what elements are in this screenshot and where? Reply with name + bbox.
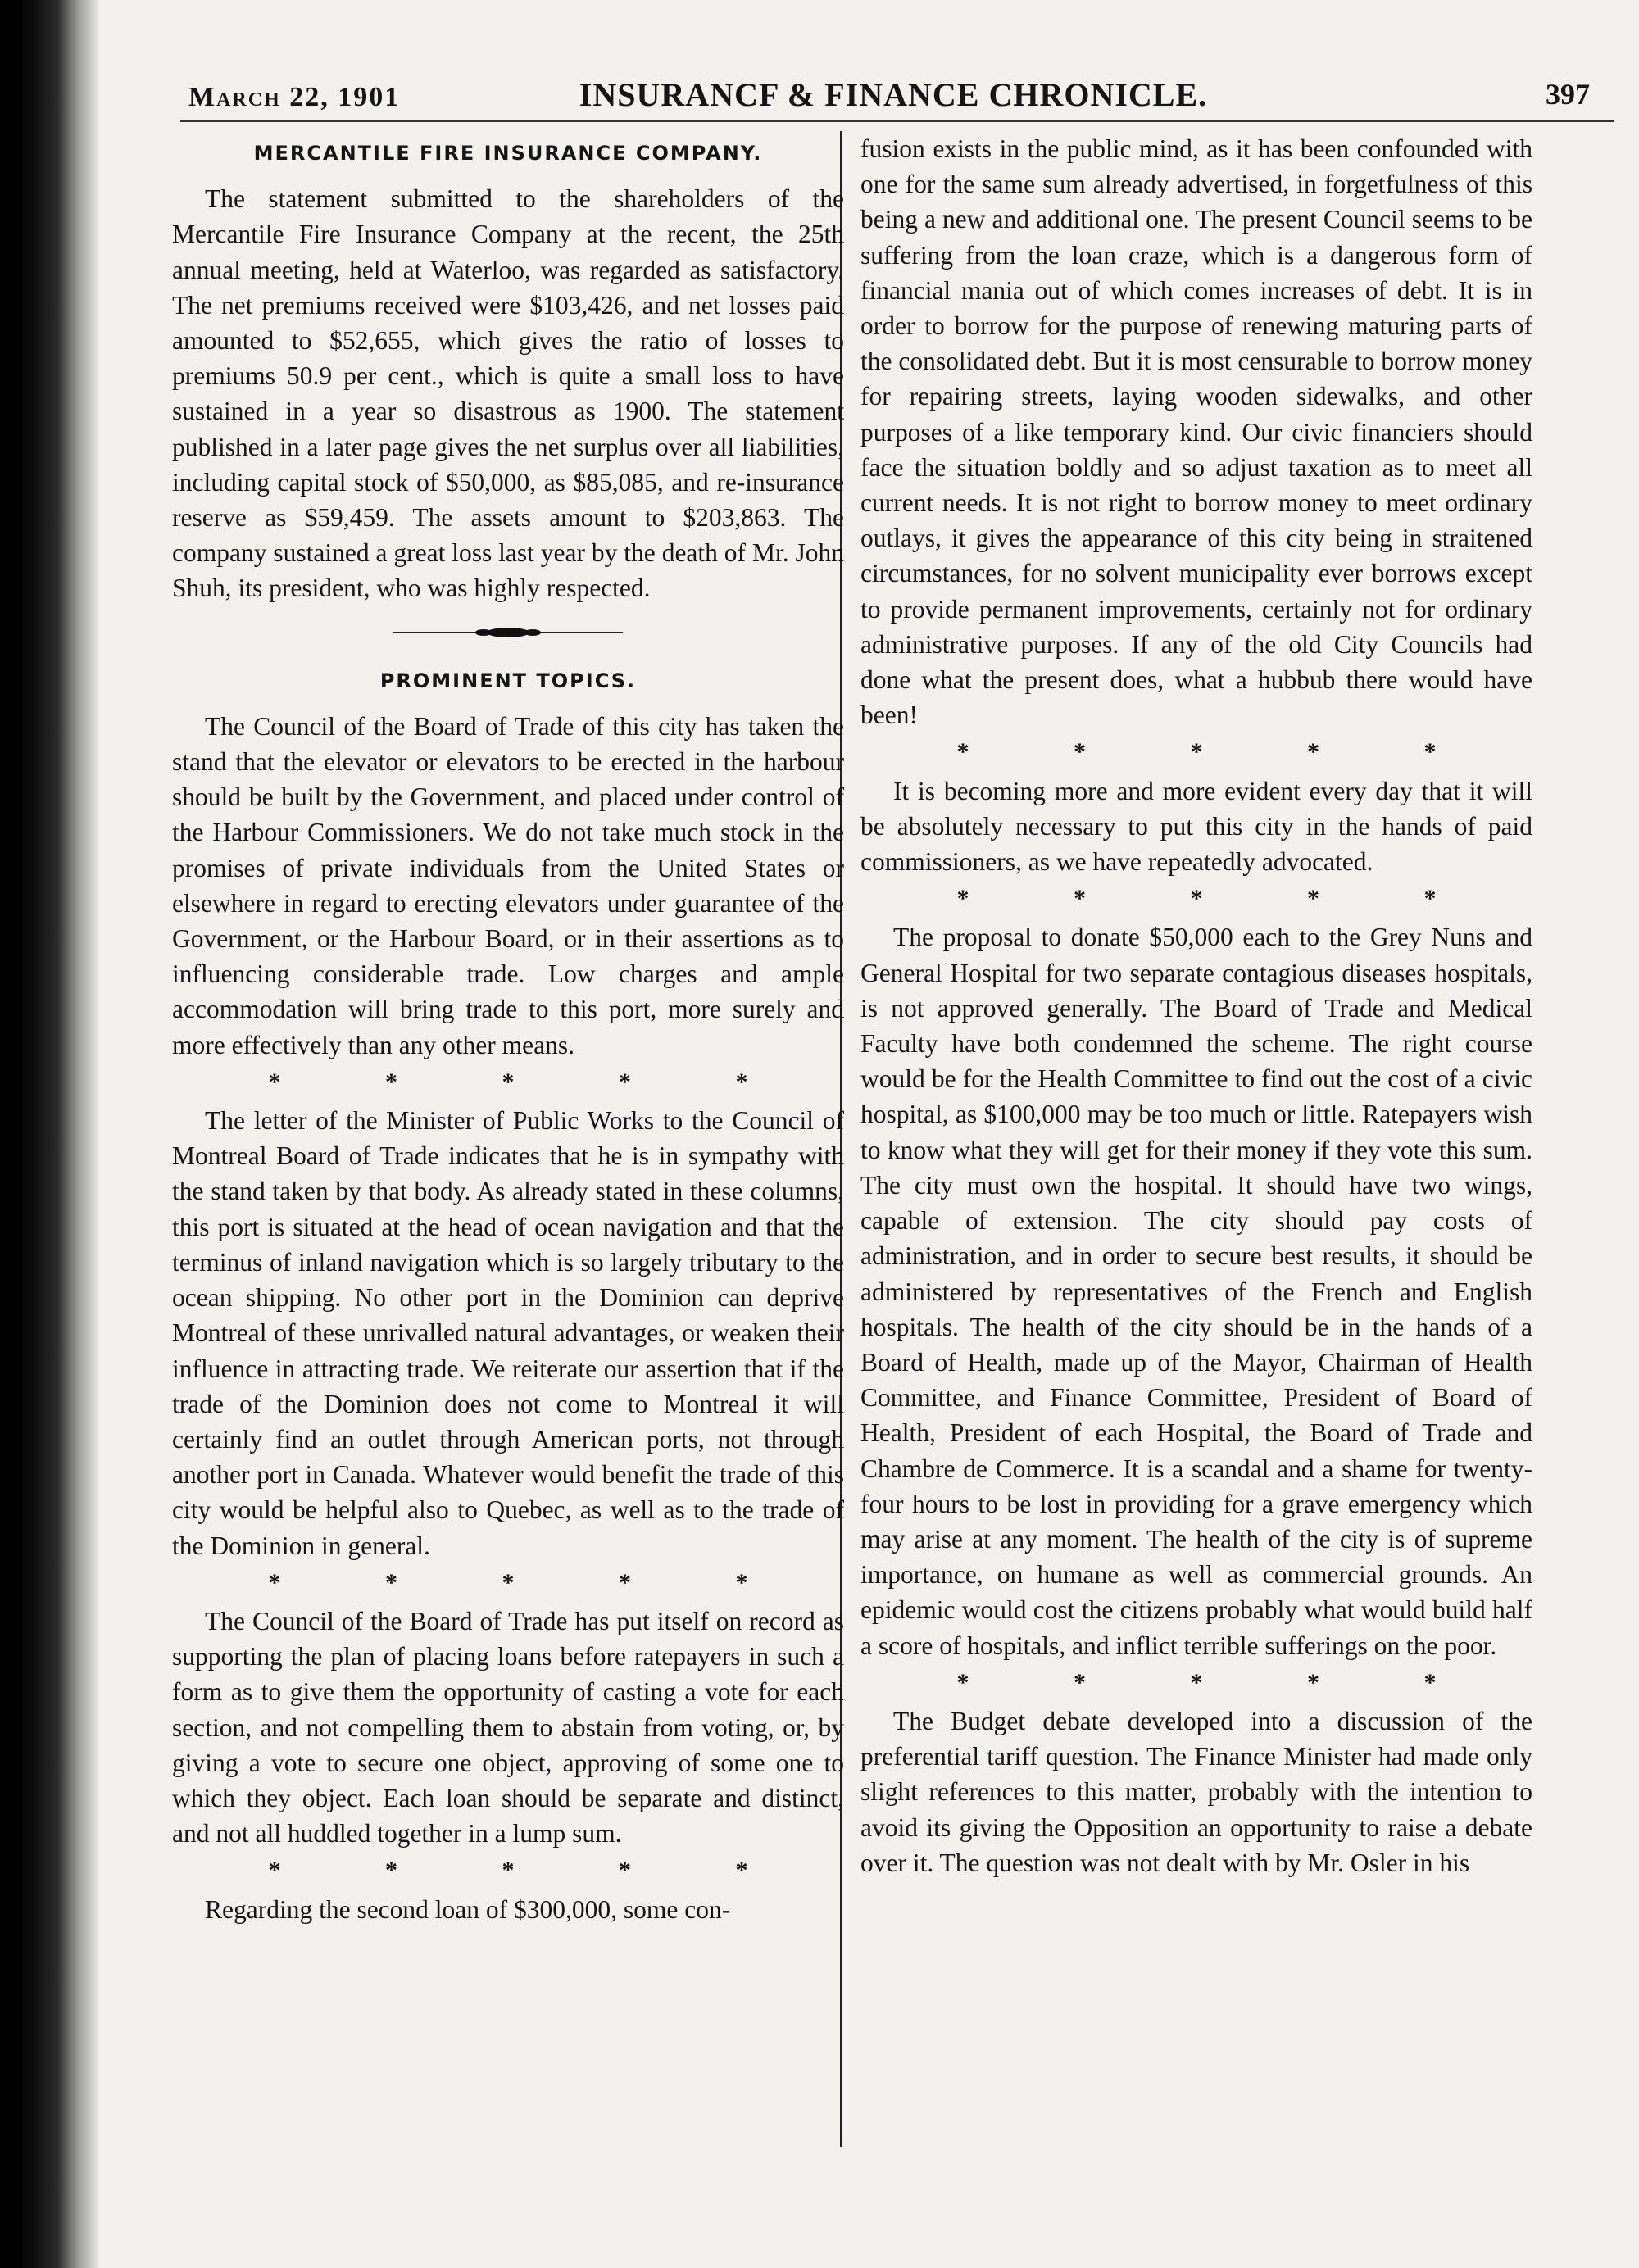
separator-stars: * * * * * [956,1668,1486,1696]
topics-heading: PROMINENT TOPICS. [379,669,637,692]
separator-stars: * * * * * [956,885,1486,913]
topic-commissioners: It is becoming more and more evident every day that it will be absolutely necessary to put this city in the hands of paid commissioners, as we have repeatedly advocated. [860,776,1532,877]
page-number: 397 [1546,78,1590,111]
topic-elevators: The Council of the Board of Trade of this city has taken the stand that the elevator or elevators to be erected in the harbour should be built by the Government, and placed under control of the Harbour Commissioners. We do not take much stock in the promises of private individuals from the United States or elsewhere in regard to erecting elevators under guarantee of the Government, or the Harbour Board, or in their assertions as to influencing considerable trade. Low charges and ample accommodation will bring trade to this port, more surely and more effectively than any other means. [172,711,844,1059]
binding-edge [0,0,23,2268]
right-column [860,131,1532,1880]
header-title: INSURANCF & FINANCE CHRONICLE. [579,76,1208,113]
separator-stars: * * * * * [268,1568,797,1596]
topic-loans-vote: The Council of the Board of Trade has put itself on record as supporting the plan of placing loans before ratepayers in such a form as to give them the opportunity of casting a vote for each section, and not compelling them to abstain from voting, or, by giving a vote to secure one object, approving of some one to which they object. Each loan should be separate and distinct, and not all huddled together in a lump sum. [172,1606,844,1848]
header-rule [180,120,1614,122]
mercantile-paragraph: The statement submitted to the shareholders of the Mercantile Fire Insurance Company at the recent, the 25th annual meeting, held at Waterloo, was regarded as satisfactory. The net premiums received were $103,426, and net losses paid amounted to $52,655, which gives the ratio of losses to premiums 50.9 per cent., which is quite a small loss to have sustained in a year so disastrous as 1900. The statement published in a later page gives the net surplus over all liabilities, including capital stock of $50,000, as $85,085, and re-insurance reserve as $59,459. The assets amount to $203,863. The company sustained a great loss last year by the death of Mr. John Shuh, its president, who was highly respected. [172,184,844,603]
topic-minister-letter: The letter of the Minister of Public Works to the Council of Montreal Board of Trade indicates that he is in sympathy with the stand taken by that body. As already stated in these columns, this port is situated at the head of ocean navigation and that the terminus of inland navigation which is so largely tributary to the ocean shipping. No other port in the Dominion can deprive Montreal of these unrivalled natural advantages, or weaken their influence in attracting trade. We reiterate our assertion that if the trade of the Dominion does not come to Montreal it will certainly find an outlet through American ports, not through another port in Canada. Whatever would benefit the trade of this city would be helpful also to Quebec, as well as to the trade of the Dominion in general. [172,1106,844,1560]
separator-stars: * * * * * [956,738,1486,766]
header-date: March 22, 1901 [188,82,401,112]
page-content [90,0,1639,2268]
topic-budget-debate: The Budget debate developed into a discussion of the preferential tariff question. The Finance Minister had made only slight references to this matter, probably with the intention to avoid its giving the Opposition an opportunity to raise a debate over it. The question was not dealt with by Mr. Osler in his [860,1706,1532,1877]
topic-hospitals: The proposal to donate $50,000 each to the Grey Nuns and General Hospital for two separate contagious diseases hospitals, is not approved generally. The Board of Trade and Medical Faculty have both condemned the scheme. The right course would be for the Health Committee to find out the cost of a civic hospital, as $100,000 may be too much or little. Ratepayers wish to know what they will get for their money if they vote this sum. The city must own the hospital. It should have two wings, capable of extension. The city should pay costs of administration, and in order to secure best results, it should be administered by representatives of the French and English hospitals. The health of the city should be in the hands of a Board of Health, made up of the Mayor, Chairman of Health Committee, and Finance Committee, President of Board of Health, President of each Hospital, the Board of Trade and Chambre de Commerce. It is a scandal and a shame for twenty-four hours to be lost in providing for a grave emergency which may arise at any moment. The health of the city is of supreme importance, on humane as well as commercial grounds. An epidemic would cost the citizens probably what would build half a score of hospitals, and inflict terrible sufferings on the poor. [860,923,1532,1660]
ornament-divider [393,624,623,641]
running-header [188,72,1590,121]
topic-second-loan-start: Regarding the second loan of $300,000, some con- [205,1894,731,1924]
separator-stars: * * * * * [268,1068,797,1095]
mercantile-heading: MERCANTILE FIRE INSURANCE COMPANY. [253,142,763,165]
separator-stars: * * * * * [268,1857,797,1885]
topic-second-loan-cont: fusion exists in the public mind, as it has been confounded with one for the same sum already advertised, in forgetfulness of this being a new and additional one. The present Council seems to be suffering from the loan craze, which is a dangerous form of financial mania out of which comes increases of debt. It is in order to borrow for the purpose of renewing maturing parts of the consolidated debt. But it is most censurable to borrow money for repairing streets, laying wooden sidewalks, and other purposes of a like temporary kind. Our civic financiers should face the situation boldly and so adjust taxation as to meet all current needs. It is not right to borrow money to meet ordinary outlays, it gives the appearance of this city being in straitened circumstances, for no solvent municipality ever borrows except to provide permanent improvements, certainly not for ordinary administrative purposes. If any of the old City Councils had done what the present does, what a hubbub there would have been! [860,134,1532,730]
left-column [172,131,844,1927]
